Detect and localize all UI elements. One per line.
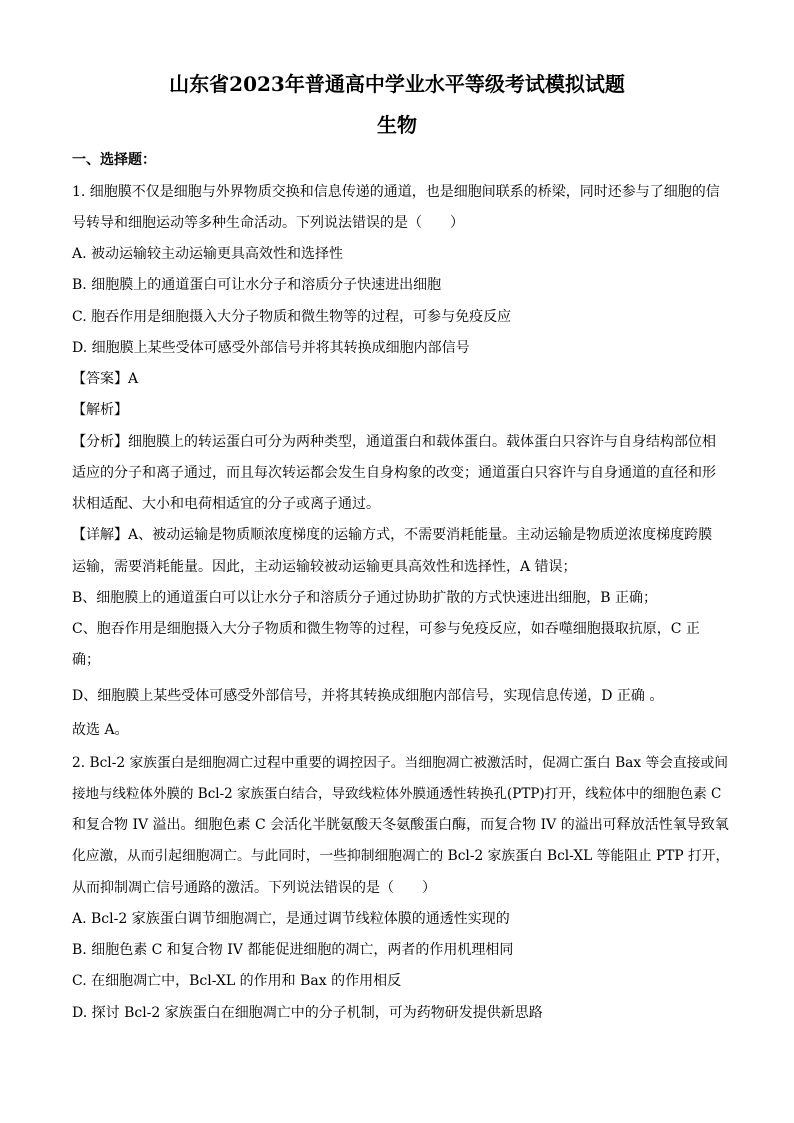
exam-title: 山东省2023年普通高中学业水平等级考试模拟试题	[169, 72, 625, 96]
q1-stem-line: 号转导和细胞运动等多种生命活动。下列说法错误的是（ ）	[72, 215, 464, 231]
q1-detail-line: 确；	[72, 652, 100, 668]
q2-option-d: D. 探讨 Bcl-2 家族蛋白在细胞凋亡中的分子机制，可为药物研发提供新思路	[72, 1005, 543, 1021]
q1-conclusion: 故选 A。	[72, 722, 129, 738]
q2-stem-line: 化应激，从而引起细胞凋亡。与此同时，一些抑制细胞凋亡的 Bcl-2 家族蛋白 Bcl-XL 等能阻止 PTP 打开，	[72, 848, 730, 864]
q2-stem-line: 从而抑制凋亡信号通路的激活。下列说法错误的是（ ）	[72, 880, 436, 896]
q2-stem-line: 接地与线粒体外膜的 Bcl-2 家族蛋白结合，导致线粒体外膜通透性转换孔(PTP)打开，线粒体中的细胞色素 C	[72, 786, 722, 802]
q2-option-c: C. 在细胞凋亡中，Bcl-XL 的作用和 Bax 的作用相反	[72, 973, 402, 989]
q1-option-b: B. 细胞膜上的通道蛋白可让水分子和溶质分子快速进出细胞	[72, 277, 442, 293]
q1-option-c: C. 胞吞作用是细胞摄入大分子物质和微生物等的过程，可参与免疫反应	[72, 309, 512, 325]
q1-option-a: A. 被动运输较主动运输更具高效性和选择性	[72, 246, 344, 262]
q1-detail-line: 【详解】A、被动运输是物质顺浓度梯度的运输方式，不需要消耗能量。主动运输是物质逆浓度梯度跨膜	[72, 527, 713, 543]
q1-detail-line: 运输，需要消耗能量。因此，主动运输较被动运输更具高效性和选择性，A 错误；	[72, 559, 577, 575]
q2-option-a: A. Bcl-2 家族蛋白调节细胞凋亡，是通过调节线粒体膜的通透性实现的	[72, 911, 510, 927]
q1-analysis-line: 状相适配、大小和电荷相适宜的分子或离子通过。	[72, 496, 380, 512]
q1-analysis-line: 适应的分子和离子通过，而且每次转运都会发生自身构象的改变；通道蛋白只容许与自身通道的直径和形	[72, 465, 716, 481]
q1-stem-line: 1. 细胞膜不仅是细胞与外界物质交换和信息传递的通道，也是细胞间联系的桥梁，同时还参与了细胞的信	[72, 184, 720, 200]
section-heading: 一、选择题：	[72, 152, 156, 168]
q2-stem-line: 和复合物 IV 溢出。细胞色素 C 会活化半胱氨酸天冬氨酸蛋白酶，而复合物 IV 的溢出可释放活性氧导致氧	[72, 817, 729, 833]
q2-option-b: B. 细胞色素 C 和复合物 IV 都能促进细胞的凋亡，两者的作用机理相同	[72, 942, 514, 958]
q1-detail-line: B、细胞膜上的通道蛋白可以让水分子和溶质分子通过协助扩散的方式快速进出细胞，B 正确；	[72, 590, 658, 606]
q2-stem-line: 2. Bcl-2 家族蛋白是细胞凋亡过程中重要的调控因子。当细胞凋亡被激活时，促凋亡蛋白 Bax 等会直接或间	[72, 755, 729, 771]
q1-option-d: D. 细胞膜上某些受体可感受外部信号并将其转换成细胞内部信号	[72, 340, 470, 356]
q1-detail-line: D、细胞膜上某些受体可感受外部信号，并将其转换成细胞内部信号，实现信息传递，D 正确 。	[72, 688, 664, 704]
q1-analysis-label: 【解析】	[72, 402, 128, 418]
subject-title: 生物	[377, 113, 417, 137]
q1-answer: 【答案】A	[72, 371, 139, 387]
q1-detail-line: C、胞吞作用是细胞摄入大分子物质和微生物等的过程，可参与免疫反应，如吞噬细胞摄取抗原，C 正	[72, 621, 700, 637]
q1-analysis-line: 【分析】细胞膜上的转运蛋白可分为两种类型，通道蛋白和载体蛋白。载体蛋白只容许与自身结构部位相	[72, 434, 716, 450]
